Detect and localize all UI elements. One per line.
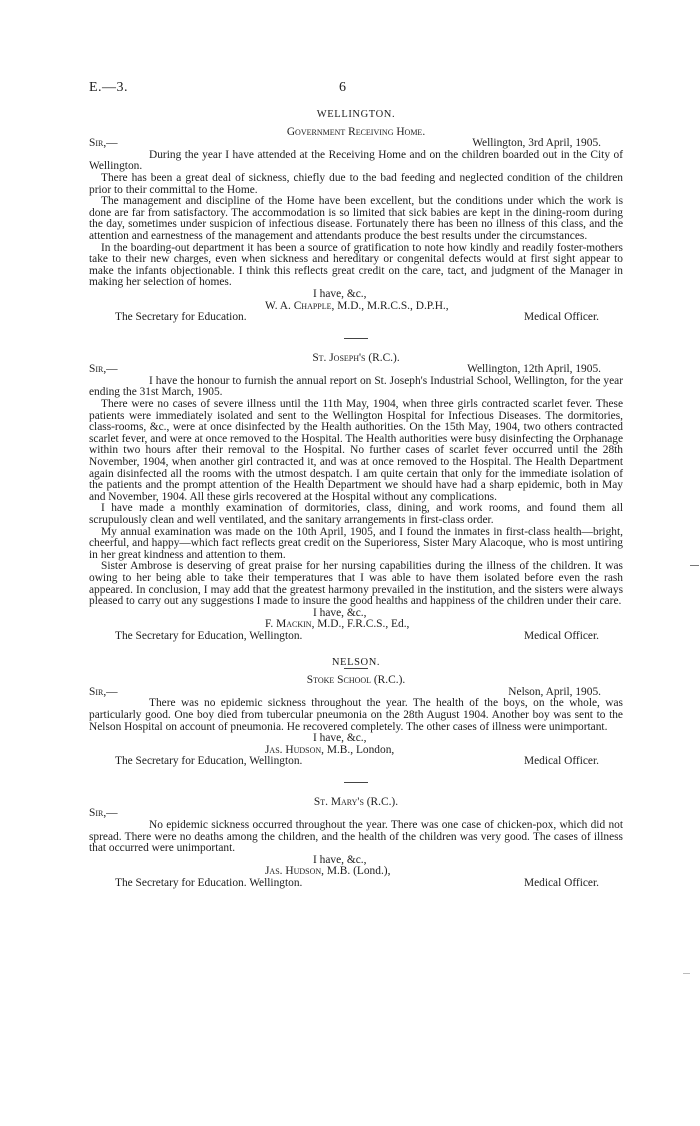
paragraph: There were no cases of severe illness until the 11th May, 1904, when three girls contracted scarlet fever. These patients were immediately isolated and sent to the Wellington Hospital for Infectious Diseases. The dormitories, class-rooms, &c., were at once disinfected by the Health authorities. On the 15th May, 1904, two others contracted scarlet fever, and were at once removed to the Hospital. The Health authorities were busy disinfecting the Orphanage within two hours after their removal to the Hospital. No further cases of scarlet fever occurred until the 28th November, 1904, when another girl contracted it, and was at once removed to the Hospital. The Health Department again disinfected all the rooms with the utmost despatch. I am quite certain that only for the immediate isolation of the patients and the prompt attention of the Health Department we should have had a sharp epidemic, both in May and November, 1904. All these girls recovered at the Hospital without any complications. bbox=[89, 398, 623, 503]
section-receiving-home bbox=[89, 109, 623, 324]
paragraph: I have the honour to furnish the annual report on St. Joseph's Industrial School, Wellington, for the year ending the 31st March, 1905. bbox=[89, 374, 623, 399]
paragraph: I have made a monthly examination of dormitories, class, dining, and work rooms, and found them all scrupulously clean and well ventilated, and the sanitary arrangements in first-class order. bbox=[89, 502, 623, 526]
paragraph: The management and discipline of the Home have been excellent, but the conditions under which the work is done are far from satisfactory. The accommodation is so limited that sick babies are kept in the dining-room during the day, sometimes under suspicion of infectious disease. Fortunately there has been no illness of this class, and the attention and earnestness of the management and attendants produce the best results under the circumstances. bbox=[89, 195, 623, 242]
officer-title: Medical Officer. bbox=[523, 629, 599, 642]
recipient: The Secretary for Education, Wellington. bbox=[115, 755, 303, 768]
closing: I have, &c., bbox=[313, 606, 367, 619]
report-body bbox=[89, 109, 623, 890]
signature-name: Jas. Hudson bbox=[265, 865, 322, 878]
paragraph: There has been a great deal of sickness, chiefly due to the bad feeding and neglected condition of the children prior to their committal to the Home. bbox=[89, 171, 623, 196]
page-number: 6 bbox=[339, 80, 346, 95]
closing: I have, &c., bbox=[313, 287, 367, 300]
paragraph: No epidemic sickness occurred throughout the year. There was one case of chicken-pox, which did not spread. There were no deaths among the children, and the health of the children was very good. The cases of illness that occurred were unimportant. bbox=[89, 819, 623, 855]
region-heading: WELLINGTON. bbox=[316, 109, 396, 120]
report-code: E.—3. bbox=[89, 80, 129, 95]
section-st-marys bbox=[89, 797, 623, 890]
paragraph: My annual examination was made on the 10th April, 1905, and I found the inmates in first-class health—bright, cheerful, and happy—which fact reflects great credit on the Superioress, Sister Mary Alacoque, who is most untiring in her great kindness and attention to them. bbox=[89, 525, 623, 561]
signature-qualifications: , M.B., London, bbox=[321, 743, 395, 756]
signature-name: Jas. Hudson bbox=[265, 743, 322, 756]
institution-heading: Stoke School (R.C.). bbox=[306, 674, 406, 687]
institution-heading: St. Mary's (R.C.). bbox=[313, 795, 399, 808]
section-stoke-school bbox=[89, 675, 623, 768]
paragraph: Sister Ambrose is deserving of great praise for her nursing capabilities during the illness of the children. It was owing to her being able to take their temperatures that I was able to have them isolated before even the rash appeared. In conclusion, I may add that the greatest harmony prevailed in the institution, and the sisters were always pleased to carry out any suggestions I made to insure the good healths and happiness of the children under their care. bbox=[89, 560, 623, 608]
scan-margin-mark bbox=[690, 565, 699, 566]
officer-title: Medical Officer. bbox=[523, 311, 599, 324]
recipient: The Secretary for Education, Wellington. bbox=[115, 629, 303, 642]
signature-qualifications: , M.B. (Lond.), bbox=[321, 865, 391, 878]
letter-date: Wellington, 12th April, 1905. bbox=[467, 363, 601, 376]
salutation: Sir,— bbox=[89, 685, 118, 698]
scan-margin-mark bbox=[683, 973, 690, 974]
region-heading: NELSON. bbox=[331, 656, 381, 668]
closing: I have, &c., bbox=[313, 853, 367, 866]
recipient: The Secretary for Education. bbox=[115, 311, 247, 324]
signature-name: F. Mackin bbox=[265, 618, 312, 631]
officer-title: Medical Officer. bbox=[523, 877, 599, 890]
institution-heading: St. Joseph's (R.C.). bbox=[312, 351, 400, 364]
salutation: Sir,— bbox=[89, 137, 118, 150]
signature-qualifications: , M.D., F.R.C.S., Ed., bbox=[311, 618, 410, 631]
signature-qualifications: , M.D., M.R.C.S., D.P.H., bbox=[331, 299, 449, 312]
section-st-josephs bbox=[89, 353, 623, 643]
letter-date: Wellington, 3rd April, 1905. bbox=[472, 137, 601, 150]
salutation: Sir,— bbox=[89, 807, 118, 820]
signature-name: W. A. Chapple bbox=[265, 299, 332, 312]
letter-date: Nelson, April, 1905. bbox=[508, 685, 601, 698]
paragraph: In the boarding-out department it has been a source of gratification to note how kindly and readily foster-mothers take to their new charges, even when sickness and hereditary or congenital defects would at first sight appear to make the infants objectionable. I think this reflects great credit on the care, tact, and judgment of the Manager in making her selection of homes. bbox=[89, 241, 623, 289]
salutation: Sir,— bbox=[89, 363, 118, 376]
institution-heading: Government Receiving Home. bbox=[286, 125, 426, 138]
paragraph: There was no epidemic sickness throughout the year. The health of the boys, on the whole, was particularly good. One boy died from tubercular pneumonia on the 28th August 1904. Another boy was sent to the Nelson Hospital on account of pneumonia. He recovered completely. The other cases of illness were unimportant. bbox=[89, 697, 623, 733]
recipient: The Secretary for Education. Wellington. bbox=[115, 877, 303, 890]
officer-title: Medical Officer. bbox=[523, 755, 599, 768]
paragraph: During the year I have attended at the Receiving Home and on the children boarded out in the City of Wellington. bbox=[89, 148, 623, 173]
closing: I have, &c., bbox=[313, 732, 367, 745]
